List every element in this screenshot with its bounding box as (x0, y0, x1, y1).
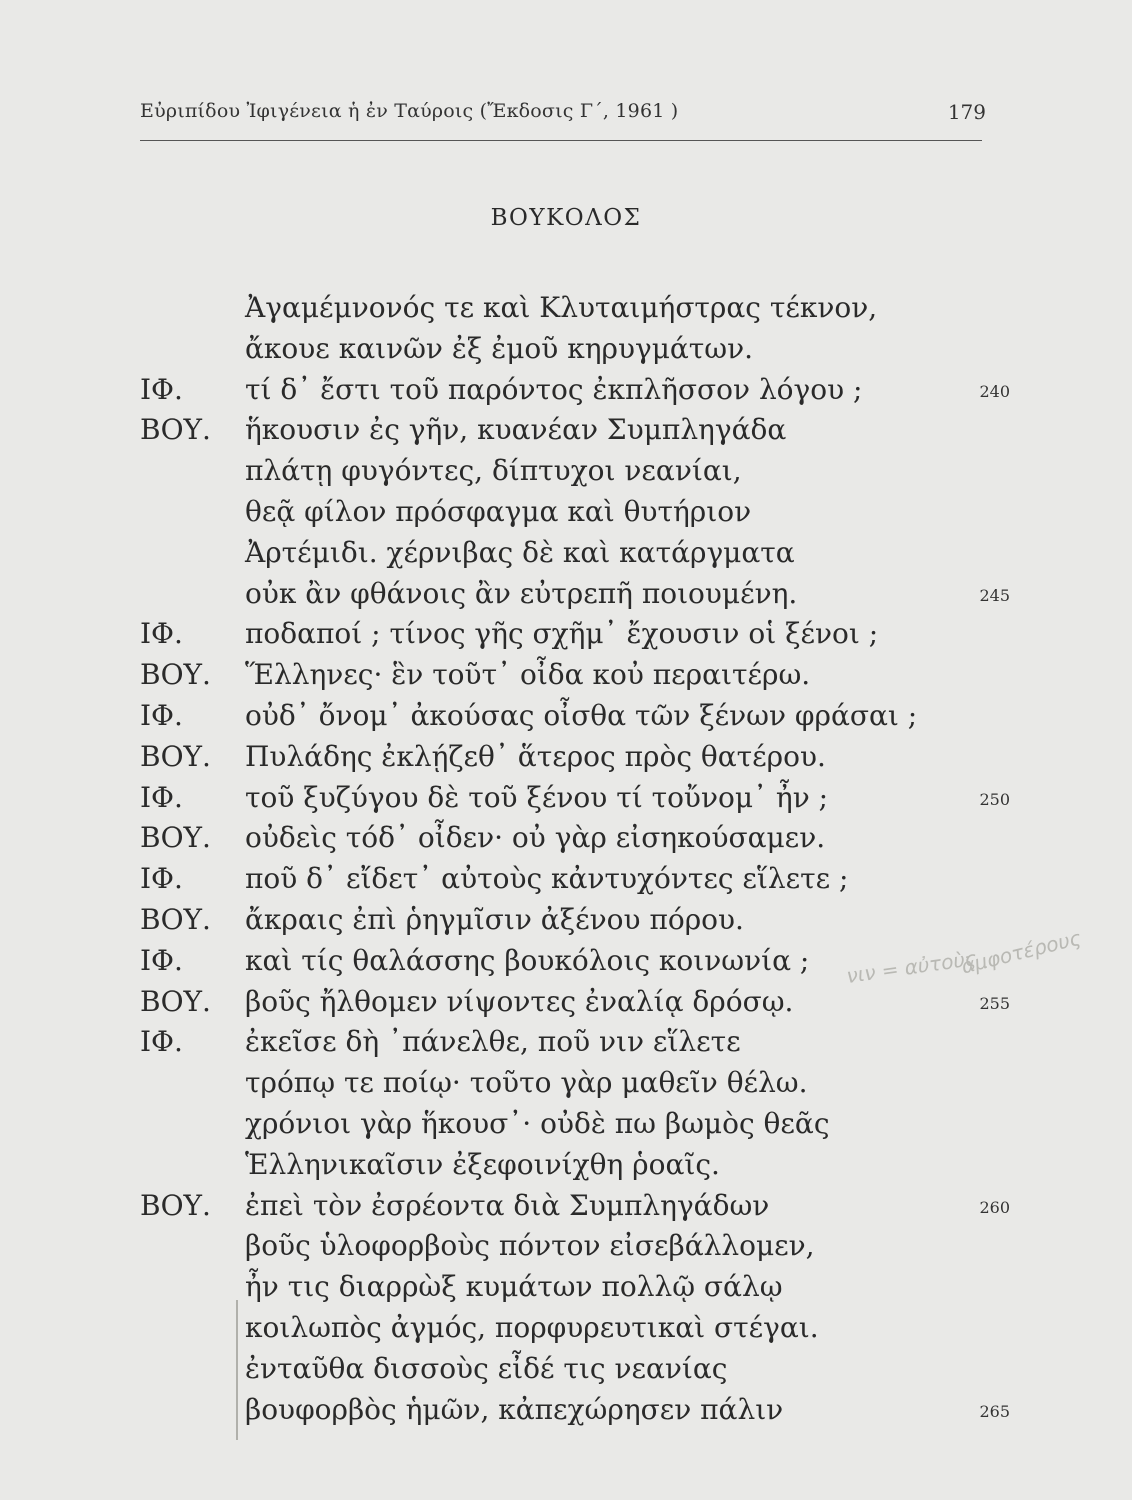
verse-text: ἄκραις ἐπὶ ῥηγμῖσιν ἀξένου πόρου. (245, 902, 744, 936)
pencil-note: νιν = αὐτοὺς (844, 946, 978, 988)
line-number: 250 (979, 789, 1010, 809)
verse-text: ἐπεὶ τὸν ἐσρέοντα διὰ Συμπληγάδων (245, 1188, 770, 1222)
verse-text: Ἕλληνες· ἓν τοῦτ᾽ οἶδα κοὐ περαιτέρω. (245, 658, 811, 692)
verse-text: τρόπῳ τε ποίῳ· τοῦτο γὰρ μαθεῖν θέλω. (245, 1066, 808, 1100)
verse-line (130, 1022, 990, 1063)
verse-line (130, 900, 990, 941)
verse-text: ἄκουε καινῶν ἐξ ἐμοῦ κηρυγμάτων. (245, 331, 754, 365)
line-number: 255 (979, 993, 1010, 1013)
verse-text: χρόνιοι γὰρ ἥκουσ᾽· οὐδὲ πω βωμὸς θεᾶς (245, 1106, 830, 1140)
verse-text: πλάτῃ φυγόντες, δίπτυχοι νεανίαι, (245, 454, 742, 488)
verse-line (130, 410, 990, 451)
verse-text: ἐνταῦθα δισσοὺς εἶδέ τις νεανίας (245, 1351, 728, 1385)
verse-line (130, 696, 990, 737)
verse-line (130, 614, 990, 655)
verse-text: βουφορβὸς ἡμῶν, κἀπεχώρησεν πάλιν (245, 1392, 784, 1426)
pencil-note: ἀμφοτέρους (958, 925, 1084, 979)
verse-line (130, 451, 990, 492)
verse-text: Πυλάδης ἐκλῄζεθ᾽ ἅτερος πρὸς θατέρου. (245, 739, 826, 773)
verse-text: οὐκ ἂν φθάνοις ἂν εὐτρεπῆ ποιουμένη. (245, 576, 798, 610)
verse-line (130, 533, 990, 574)
verse-line (130, 288, 990, 329)
line-number: 240 (979, 381, 1010, 401)
verse-line (130, 982, 1010, 1023)
verse-text: κοιλωπὸς ἀγμός, πορφυρευτικαὶ στέγαι. (245, 1310, 819, 1344)
verse-line (130, 941, 990, 982)
verse-line (130, 1145, 990, 1186)
speaker-abbrev: ΒΟΥ. (140, 1188, 211, 1222)
verse-line (130, 859, 990, 900)
line-number: 245 (979, 585, 1010, 605)
verse-text: Ἀγαμέμνονός τε καὶ Κλυταιμήστρας τέκνον, (245, 291, 878, 324)
speaker-abbrev: ΒΟΥ. (140, 413, 211, 447)
pencil-margin-mark (236, 1300, 238, 1440)
speaker-abbrev: ΙΦ. (140, 862, 183, 896)
verse-line (130, 778, 1010, 819)
speaker-abbrev: ΙΦ. (140, 1025, 183, 1059)
verse-line (130, 818, 990, 859)
verse-line (130, 1349, 990, 1390)
verse-text: ἥκουσιν ἐς γῆν, κυανέαν Συμπληγάδα (245, 413, 787, 447)
speaker-abbrev: ΙΦ. (140, 698, 183, 732)
verse-text: βοῦς ὑλοφορβοὺς πόντον εἰσεβάλλομεν, (245, 1229, 815, 1263)
verse-text: θεᾷ φίλον πρόσφαγμα καὶ θυτήριον (245, 494, 752, 528)
verse-list (130, 288, 1010, 1430)
speaker-abbrev: ΒΟΥ. (140, 984, 211, 1018)
verse-text: οὐδ᾽ ὄνομ᾽ ἀκούσας οἶσθα τῶν ξένων φράσαι ; (245, 698, 918, 732)
verse-text: ποδαποί ; τίνος γῆς σχῆμ᾽ ἔχουσιν οἱ ξένοι ; (245, 617, 879, 651)
verse-text: Ἀρτέμιδι. χέρνιβας δὲ καὶ κατάργματα (245, 535, 795, 569)
line-number: 260 (979, 1197, 1010, 1217)
verse-line (130, 492, 990, 533)
header-rule (140, 140, 982, 141)
verse-line (130, 1308, 990, 1349)
line-number: 265 (979, 1401, 1010, 1421)
verse-line (130, 1104, 990, 1145)
verse-line (130, 329, 990, 370)
verse-text: οὐδεὶς τόδ᾽ οἶδεν· οὐ γὰρ εἰσηκούσαμεν. (245, 821, 826, 855)
verse-line (130, 574, 1010, 615)
speaker-abbrev: ΙΦ. (140, 780, 183, 814)
speaker-abbrev: ΒΟΥ. (140, 821, 211, 855)
verse-text: τί δ᾽ ἔστι τοῦ παρόντος ἐκπλῆσσον λόγου ; (245, 372, 863, 406)
running-title: Εὐριπίδου Ἰφιγένεια ἡ ἐν Ταύροις (Ἔκδοσις Γ΄, 1961 ) (140, 100, 679, 122)
speaker-heading: ΒΟΥΚΟΛΟΣ (490, 205, 642, 231)
speaker-abbrev: ΙΦ. (140, 617, 183, 651)
verse-line (130, 655, 990, 696)
verse-text: καὶ τίς θαλάσσης βουκόλοις κοινωνία ; (245, 943, 810, 977)
verse-line (130, 1186, 1010, 1227)
speaker-abbrev: ΙΦ. (140, 943, 183, 977)
verse-text: βοῦς ἤλθομεν νίψοντες ἐναλίᾳ δρόσῳ. (245, 984, 794, 1018)
page-number: 179 (947, 100, 986, 124)
speaker-abbrev: ΒΟΥ. (140, 658, 211, 692)
speaker-abbrev: ΒΟΥ. (140, 902, 211, 936)
verse-text: ἐκεῖσε δὴ ᾽πάνελθε, ποῦ νιν εἵλετε (245, 1025, 741, 1059)
verse-line (130, 370, 1010, 411)
verse-line (130, 1063, 990, 1104)
verse-text: Ἑλληνικαῖσιν ἐξεφοινίχθη ῥοαῖς. (245, 1147, 720, 1181)
verse-line (130, 1267, 990, 1308)
verse-line (130, 737, 990, 778)
verse-line (130, 1226, 990, 1267)
speaker-abbrev: ΙΦ. (140, 372, 183, 406)
verse-line (130, 1390, 1010, 1431)
verse-text: τοῦ ξυζύγου δὲ τοῦ ξένου τί τοὔνομ᾽ ἦν ; (245, 780, 829, 814)
verse-text: ποῦ δ᾽ εἴδετ᾽ αὐτοὺς κἀντυχόντες εἵλετε ; (245, 862, 849, 896)
speaker-abbrev: ΒΟΥ. (140, 739, 211, 773)
verse-text: ἦν τις διαρρὼξ κυμάτων πολλῷ σάλῳ (245, 1270, 783, 1304)
